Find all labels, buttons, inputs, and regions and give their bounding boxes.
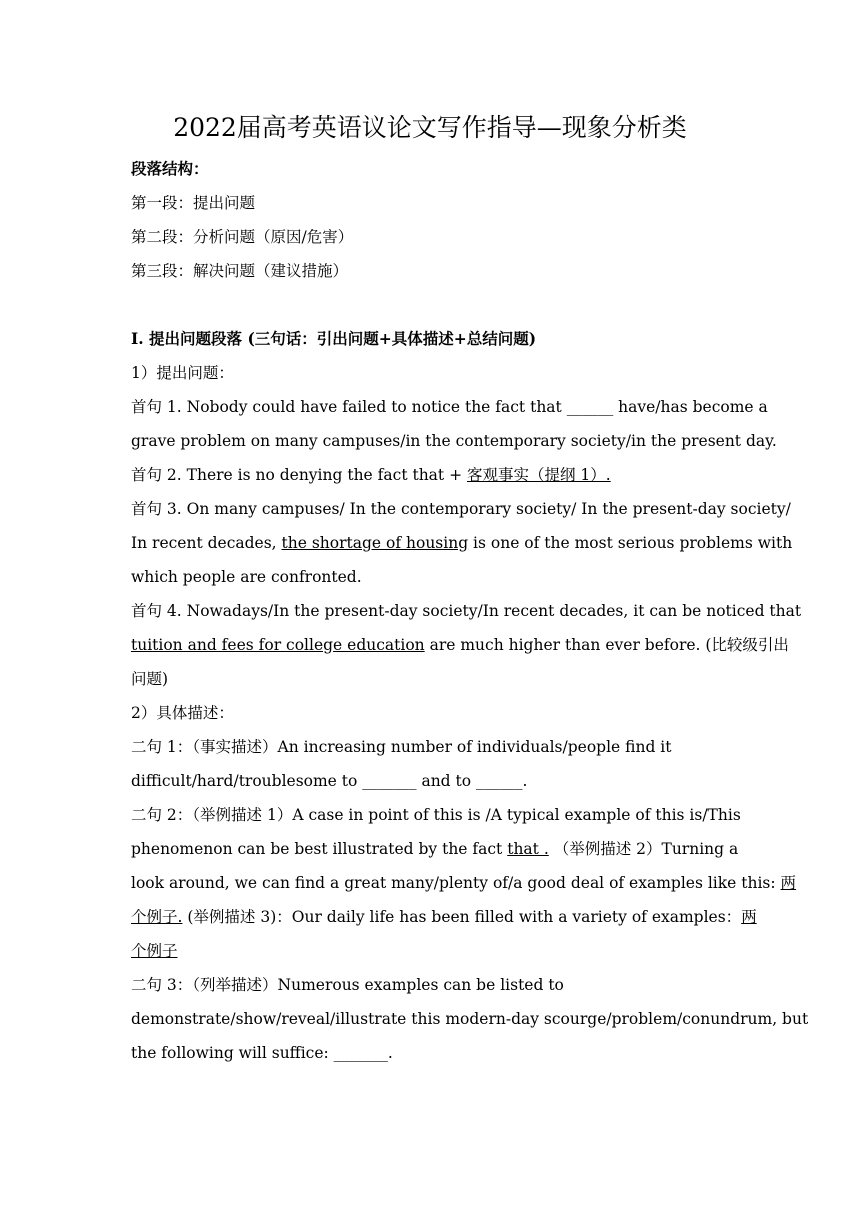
second-sentence-2-line-5 (131, 934, 731, 968)
second-sentence-2-line-4: 个例子. (举例描述 3)：Our daily life has been filled with a variety of examples：两 (131, 908, 757, 926)
second-sentence-3-line-1: 二句 3：（列举描述）Numerous examples can be listed to (131, 976, 564, 994)
second-sentence-2-line-1: 二句 2：（举例描述 1）A case in point of this is /A typical example of this is/This (131, 806, 741, 824)
second-sentence-3-line-2: demonstrate/show/reveal/illustrate this modern-day scourge/problem/conundrum, but (131, 1010, 809, 1028)
second-sentence-3-line-3: the following will suffice: _______. (131, 1044, 393, 1062)
opening-sentence-4-line-3: 问题) (131, 670, 169, 688)
opening-sentence-4-line-2: tuition and fees for college education are much higher than ever before. (比较级引出 (131, 636, 789, 654)
subheading-raise-problem: 1）提出问题： (131, 364, 234, 382)
second-sentence-1-line-2: difficult/hard/troublesome to _______ and to ______. (131, 772, 528, 790)
opening-sentence-3-line-1: 首句 3. On many campuses/ In the contemporary society/ In the present-day society/ (131, 500, 791, 518)
subheading-description: 2）具体描述： (131, 704, 234, 722)
structure-paragraph-1: 第一段：提出问题 (131, 194, 256, 212)
underlined-fact: 客观事实（提纲 1）. (467, 466, 611, 484)
spacer (131, 288, 731, 322)
underlined-example: 两 (741, 908, 757, 926)
second-sentence-2-line-3: look around, we can find a great many/plenty of/a good deal of examples like this: 两 (131, 874, 797, 892)
opening-sentence-1-line-2: grave problem on many campuses/in the contemporary society/in the present day. (131, 432, 777, 450)
section-1-title: 提出问题段落 (三句话：引出问题+具体描述+总结问题) (149, 329, 537, 348)
opening-sentence-1-line-1: 首句 1. Nobody could have failed to notice the fact that ______ have/has become a (131, 398, 768, 416)
underlined-example: the shortage of housing (281, 534, 469, 552)
underlined-example: tuition and fees for college education (131, 636, 425, 654)
document-body (131, 152, 809, 1070)
second-sentence-1-line-1: 二句 1：（事实描述）An increasing number of individuals/people find it (131, 738, 672, 756)
structure-heading: 段落结构： (131, 159, 209, 178)
underlined-example: 个例子 (131, 942, 178, 960)
underlined-blank: that . (507, 840, 549, 858)
opening-sentence-2: 首句 2. There is no denying the fact that + 客观事实（提纲 1）. (131, 466, 611, 484)
opening-sentence-3-line-3: which people are confronted. (131, 568, 362, 586)
underlined-example: 个例子. (131, 908, 183, 926)
section-1-heading (131, 322, 731, 356)
opening-sentence-4-line-1: 首句 4. Nowadays/In the present-day society/In recent decades, it can be noticed that (131, 602, 802, 620)
section-1-number: I. (131, 329, 150, 348)
structure-paragraph-3: 第三段：解决问题（建议措施） (131, 262, 349, 280)
document-title: 2022届高考英语议论文写作指导—现象分析类 (173, 113, 687, 142)
underlined-example: 两 (780, 874, 797, 892)
opening-sentence-3-line-2: In recent decades, the shortage of housing is one of the most serious problems with (131, 534, 793, 552)
structure-paragraph-2: 第二段：分析问题（原因/危害） (131, 228, 354, 246)
second-sentence-2-line-2: phenomenon can be best illustrated by the fact that . （举例描述 2）Turning a (131, 840, 739, 858)
